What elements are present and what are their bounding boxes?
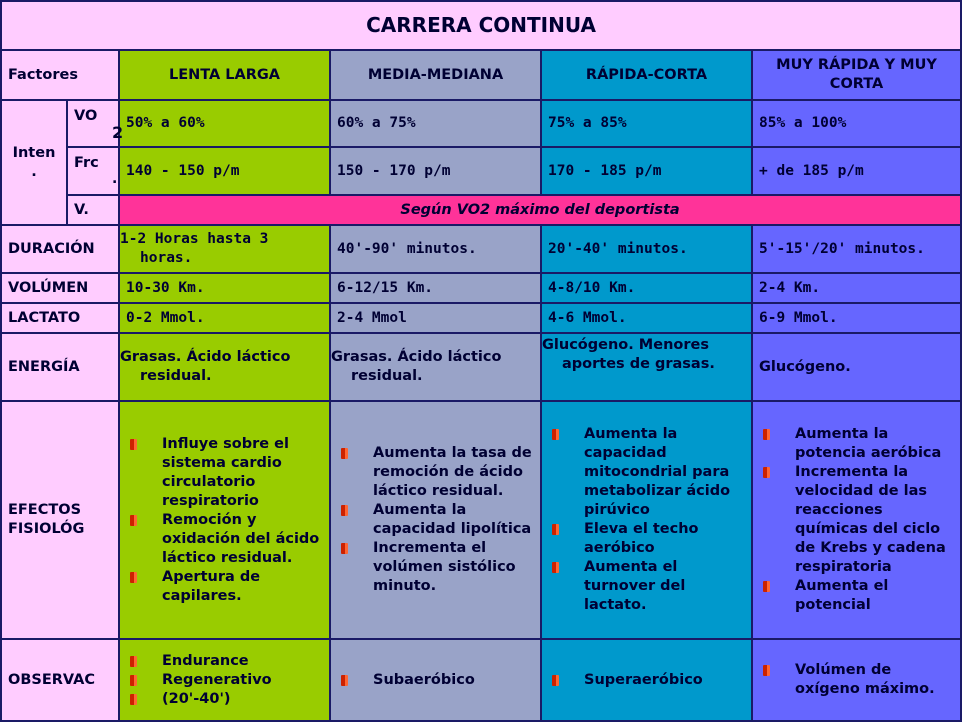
bullet-icon bbox=[552, 562, 559, 573]
bullet-icon bbox=[763, 429, 770, 440]
list-item: Eleva el techo aeróbico bbox=[548, 520, 745, 558]
v-label: V. bbox=[67, 195, 119, 225]
bullet-icon bbox=[552, 524, 559, 535]
vo-label: VO bbox=[74, 108, 98, 124]
inten-label: Inten bbox=[12, 144, 56, 161]
list-item: Aumenta la potencia aeróbica bbox=[759, 425, 954, 463]
frc-value-3: 170 - 185 p/m bbox=[541, 147, 752, 195]
list-item: Aumenta la tasa de remoción de ácido láctico residual. bbox=[337, 444, 534, 501]
duracion-value-1: 1-2 Horas hasta 3 horas. bbox=[119, 225, 330, 273]
bullet-icon bbox=[341, 543, 348, 554]
list-item: Endurance bbox=[126, 652, 323, 671]
efectos-col-3 bbox=[541, 401, 752, 639]
header-factores: Factores bbox=[1, 50, 119, 100]
lactato-label: LACTATO bbox=[1, 303, 119, 333]
list-item: Incrementa el volúmen sistólico minuto. bbox=[337, 539, 534, 596]
observac-col-3 bbox=[541, 639, 752, 721]
bullet-icon bbox=[130, 694, 137, 705]
observac-label: OBSERVAC bbox=[1, 639, 119, 721]
bullet-icon bbox=[130, 515, 137, 526]
bullet-icon bbox=[130, 572, 137, 583]
header-lenta-larga: LENTA LARGA bbox=[119, 50, 330, 100]
frc-value-1: 140 - 150 p/m bbox=[119, 147, 330, 195]
energia-value-3: Glucógeno. Menores aportes de grasas. bbox=[541, 333, 752, 401]
duracion-value-4: 5'-15'/20' minutos. bbox=[752, 225, 961, 273]
efectos-col-1 bbox=[119, 401, 330, 639]
bullet-icon bbox=[763, 467, 770, 478]
bullet-icon bbox=[130, 656, 137, 667]
volumen-value-4: 2-4 Km. bbox=[752, 273, 961, 303]
inten-label-cell bbox=[1, 100, 67, 225]
header-muy-rapida: MUY RÁPIDA Y MUY CORTA bbox=[752, 50, 961, 100]
efectos-col-4 bbox=[752, 401, 961, 639]
bullet-icon bbox=[763, 665, 770, 676]
inten-label-dot: . bbox=[31, 163, 37, 180]
energia-value-2: Grasas. Ácido láctico residual. bbox=[330, 333, 541, 401]
volumen-value-1: 10-30 Km. bbox=[119, 273, 330, 303]
energia-value-1: Grasas. Ácido láctico residual. bbox=[119, 333, 330, 401]
bullet-icon bbox=[552, 429, 559, 440]
vo-label-cell bbox=[67, 100, 124, 147]
table-title: CARRERA CONTINUA bbox=[1, 1, 961, 50]
frc-label-cell bbox=[67, 147, 119, 195]
bullet-icon bbox=[552, 675, 559, 686]
frc-value-4: + de 185 p/m bbox=[752, 147, 961, 195]
list-item: Volúmen de oxígeno máximo. bbox=[759, 661, 954, 699]
vo-subscript: 2 bbox=[112, 123, 124, 142]
observac-col-1 bbox=[119, 639, 330, 721]
frc-label: Frc bbox=[74, 155, 99, 171]
energia-label: ENERGÍA bbox=[1, 333, 119, 401]
duracion-value-2: 40'-90' minutos. bbox=[330, 225, 541, 273]
list-item: Apertura de capilares. bbox=[126, 568, 323, 606]
list-item: (20'-40') bbox=[126, 690, 323, 709]
list-item: Aumenta el turnover del lactato. bbox=[548, 558, 745, 615]
list-item: Subaeróbico bbox=[337, 671, 534, 690]
list-item: Remoción y oxidación del ácido láctico residual. bbox=[126, 511, 323, 568]
efectos-col-2 bbox=[330, 401, 541, 639]
v-value: Según VO2 máximo del deportista bbox=[119, 195, 961, 225]
volumen-value-3: 4-8/10 Km. bbox=[541, 273, 752, 303]
list-item: Superaeróbico bbox=[548, 671, 745, 690]
vo-value-2: 60% a 75% bbox=[330, 100, 541, 147]
bullet-icon bbox=[341, 448, 348, 459]
duracion-value-3: 20'-40' minutos. bbox=[541, 225, 752, 273]
bullet-icon bbox=[763, 581, 770, 592]
lactato-value-2: 2-4 Mmol bbox=[330, 303, 541, 333]
list-item: Aumenta la capacidad lipolítica bbox=[337, 501, 534, 539]
bullet-icon bbox=[130, 439, 137, 450]
observac-col-4 bbox=[752, 639, 961, 721]
energia-value-4: Glucógeno. bbox=[752, 333, 961, 401]
list-item: Influye sobre el sistema cardio circulatorio respiratorio bbox=[126, 435, 323, 511]
lactato-value-3: 4-6 Mmol. bbox=[541, 303, 752, 333]
vo-value-1: 50% a 60% bbox=[119, 100, 330, 147]
list-item: Aumenta el potencial bbox=[759, 577, 954, 615]
frc-value-2: 150 - 170 p/m bbox=[330, 147, 541, 195]
list-item: Aumenta la capacidad mitocondrial para metabolizar ácido pirúvico bbox=[548, 425, 745, 520]
header-rapida-corta: RÁPIDA-CORTA bbox=[541, 50, 752, 100]
observac-col-2 bbox=[330, 639, 541, 721]
list-item: Regenerativo bbox=[126, 671, 323, 690]
bullet-icon bbox=[130, 675, 137, 686]
lactato-value-4: 6-9 Mmol. bbox=[752, 303, 961, 333]
bullet-icon bbox=[341, 505, 348, 516]
frc-subscript: . bbox=[112, 171, 118, 187]
header-media-mediana: MEDIA-MEDIANA bbox=[330, 50, 541, 100]
bullet-icon bbox=[341, 675, 348, 686]
lactato-value-1: 0-2 Mmol. bbox=[119, 303, 330, 333]
duracion-label: DURACIÓN bbox=[1, 225, 119, 273]
vo-value-3: 75% a 85% bbox=[541, 100, 752, 147]
vo-value-4: 85% a 100% bbox=[752, 100, 961, 147]
list-item: Incrementa la velocidad de las reacciones químicas del ciclo de Krebs y cadena respiratoria bbox=[759, 463, 954, 577]
volumen-value-2: 6-12/15 Km. bbox=[330, 273, 541, 303]
efectos-label: EFECTOS FISIOLÓG bbox=[1, 401, 119, 639]
volumen-label: VOLÚMEN bbox=[1, 273, 119, 303]
